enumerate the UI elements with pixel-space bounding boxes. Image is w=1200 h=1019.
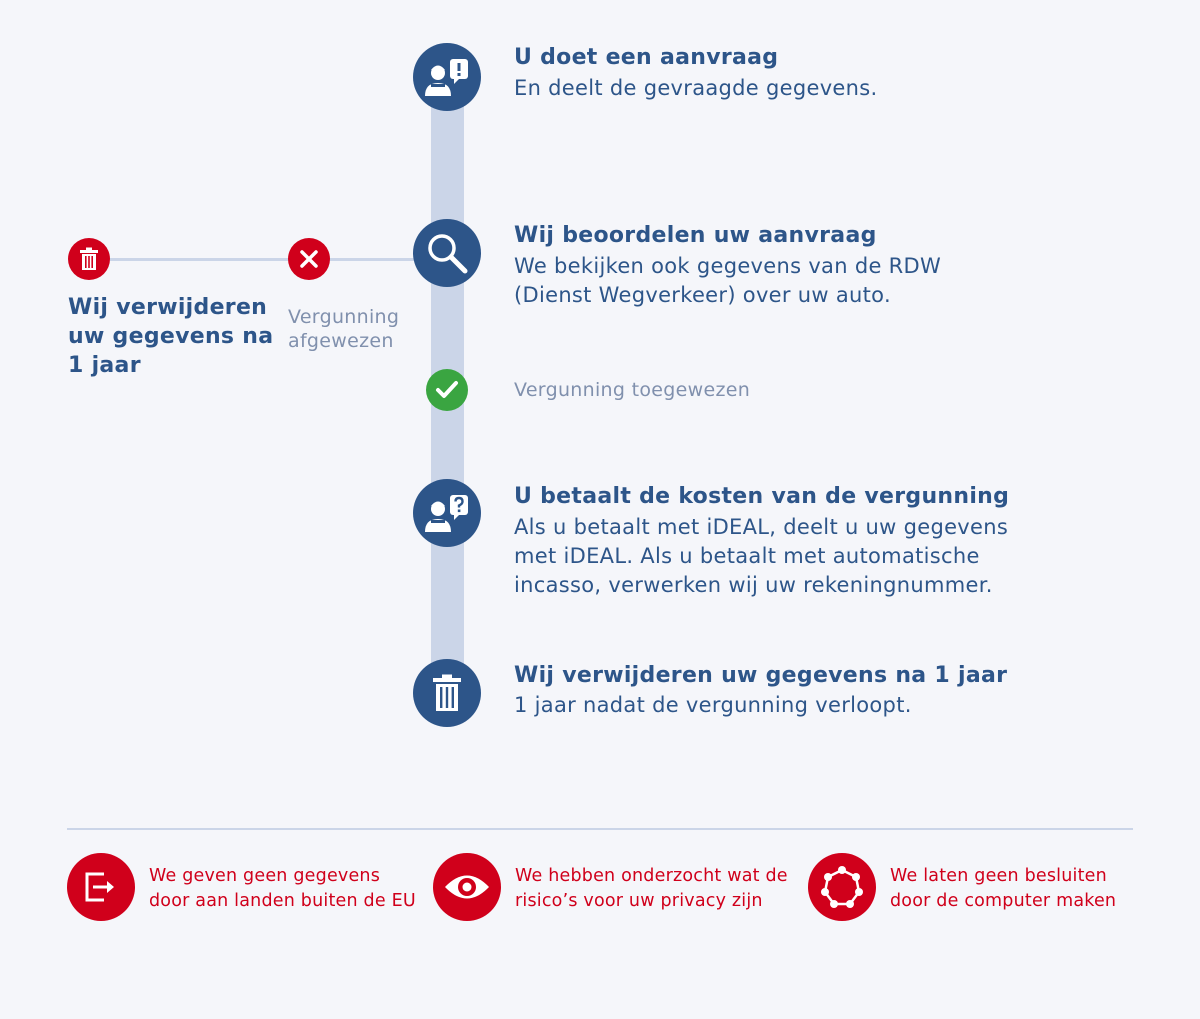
close-icon — [299, 249, 319, 269]
rejection-branch-line — [110, 258, 290, 261]
footer-eu-text: We geven geen gegevens door aan landen buiten de EU — [149, 866, 416, 911]
step-pay-desc: Als u betaalt met iDEAL, deelt u uw gegevens met iDEAL. Als u betaalt met automatische incasso, verwerken wij uw rekeningnummer. — [514, 515, 1009, 597]
footer-automation-node — [808, 853, 876, 921]
footer-privacy-text: We hebben onderzocht wat de risico’s voor uw privacy zijn — [515, 866, 788, 911]
step-review-node — [413, 219, 481, 287]
step-delete-title: Wij verwijderen uw gegevens na 1 jaar — [514, 663, 1008, 688]
granted-node — [426, 369, 468, 411]
footer-privacy-node — [433, 853, 501, 921]
footer-divider — [67, 828, 1133, 830]
search-icon — [425, 231, 469, 275]
rejected-delete-node — [68, 238, 110, 280]
person-question-icon — [424, 493, 470, 533]
rejected-delete-title: Wij verwijderen uw gegevens na 1 jaar — [68, 295, 274, 378]
step-apply-node — [413, 43, 481, 111]
trash-icon — [432, 674, 462, 712]
step-apply-title: U doet een aanvraag — [514, 45, 779, 70]
rejected-node — [288, 238, 330, 280]
step-review-title: Wij beoordelen uw aanvraag — [514, 223, 877, 248]
step-pay-title: U betaalt de kosten van de vergunning — [514, 484, 1010, 509]
network-icon — [820, 865, 864, 909]
footer-eu-node — [67, 853, 135, 921]
step-pay-node — [413, 479, 481, 547]
rejected-label: Vergunning afgewezen — [288, 306, 400, 352]
eye-icon — [443, 872, 491, 902]
step-delete-node — [413, 659, 481, 727]
person-exclamation-icon — [424, 57, 470, 97]
exit-arrow-icon — [84, 872, 118, 902]
granted-label: Vergunning toegewezen — [514, 379, 751, 401]
footer-automation-text: We laten geen besluiten door de computer maken — [890, 866, 1117, 911]
step-review-desc: We bekijken ook gegevens van de RDW (Dienst Wegverkeer) over uw auto. — [514, 254, 942, 307]
trash-icon — [79, 247, 99, 271]
step-apply-desc: En deelt de gevraagde gegevens. — [514, 76, 878, 100]
checkmark-icon — [435, 380, 459, 400]
rejection-branch-line — [328, 258, 418, 261]
step-delete-desc: 1 jaar nadat de vergunning verloopt. — [514, 693, 912, 717]
